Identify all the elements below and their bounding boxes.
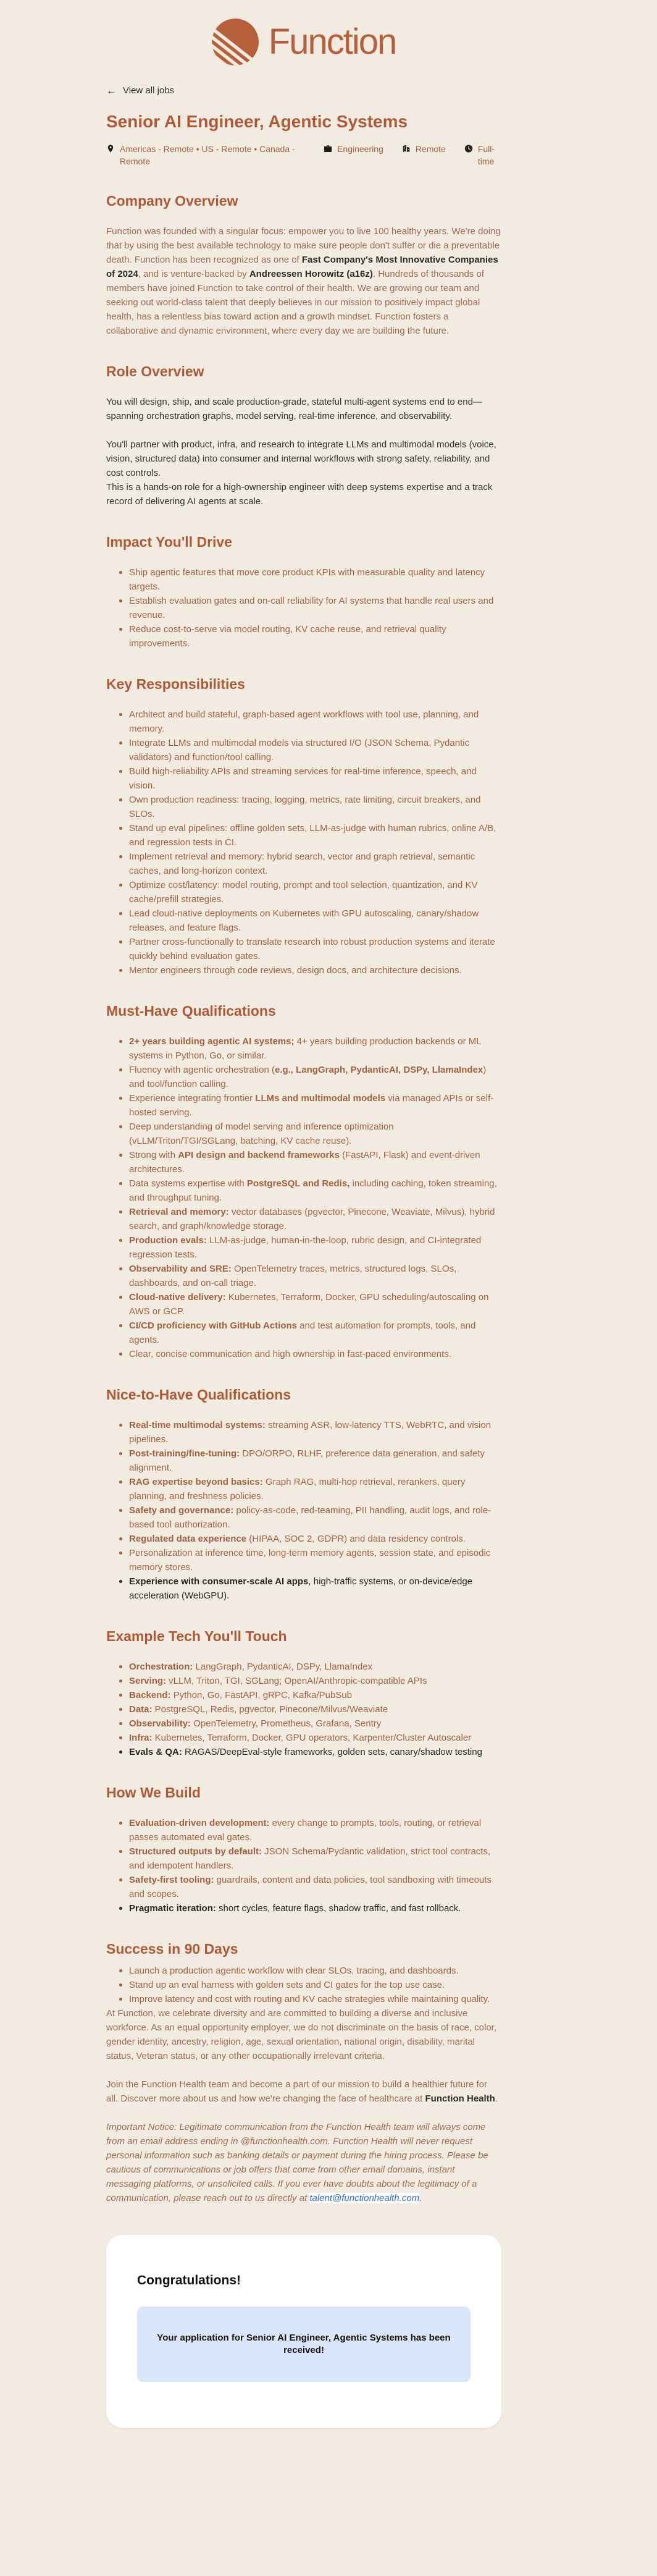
bullet-item bbox=[129, 1290, 501, 1319]
text-segment: via managed APIs or self-hosted serving. bbox=[129, 1093, 494, 1118]
meta-label: Engineering bbox=[337, 144, 383, 154]
company-logo bbox=[106, 0, 501, 68]
text-segment: policy-as-code, red-teaming, PII handling, audit logs, and role-based tool authorization. bbox=[129, 1505, 492, 1530]
bullet-item bbox=[129, 1233, 501, 1262]
bullet-item bbox=[129, 1660, 501, 1674]
text-segment: Post-training/fine-tuning: bbox=[129, 1448, 240, 1459]
bullet-item bbox=[129, 1688, 501, 1702]
bullet-item bbox=[129, 878, 501, 906]
bullet-list bbox=[106, 565, 501, 651]
bullet-item bbox=[129, 1901, 501, 1915]
bullet-item bbox=[129, 935, 501, 963]
text-segment: . Hundreds of thousands of members have joined Function to take control of their health. We are growing our team and seeking out world-class talent that deeply believes in our mission to positively impact global health, has a relentless bias toward action and a growth mindset. Function fosters a collaborative and dynamic environment, where every day we are building the future. bbox=[106, 269, 484, 336]
text-segment: Reduce cost-to-serve via model routing, KV cache reuse, and retrieval quality improvements. bbox=[129, 624, 446, 649]
bullet-item bbox=[129, 1717, 501, 1731]
page-title: Senior AI Engineer, Agentic Systems bbox=[106, 112, 408, 131]
bullet-item bbox=[129, 707, 501, 736]
text-segment: At Function, we celebrate diversity and are committed to building a diverse and inclusive workforce. As an equal opportunity employer, we do not discriminate on the basis of race, color, gender identity, ancestry, religion, age, sexual orientation, national origin, disability, marital status, Veteran status, or any other occupationally irrelevant criteria. bbox=[106, 2008, 497, 2061]
text-segment: Kubernetes, Terraform, Docker, GPU operators, Karpenter/Cluster Autoscaler bbox=[152, 1733, 472, 1743]
text-segment: Integrate LLMs and multimodal models via structured I/O (JSON Schema, Pydantic validators) and function/tool calling. bbox=[129, 738, 470, 762]
text-segment: Deep understanding of model serving and inference optimization (vLLM/Triton/TGI/SGLang, batching, KV cache reuse). bbox=[129, 1121, 394, 1146]
bullet-item bbox=[129, 1745, 501, 1759]
text-segment: Safety and governance: bbox=[129, 1505, 234, 1516]
text-segment: Experience with consumer-scale AI apps bbox=[129, 1576, 309, 1587]
text-segment: Observability and SRE: bbox=[129, 1264, 232, 1274]
text-segment: Backend: bbox=[129, 1690, 171, 1700]
text-segment: API design and backend frameworks bbox=[178, 1150, 340, 1160]
text-segment: Experience integrating frontier bbox=[129, 1093, 256, 1104]
text-segment: streaming ASR, low-latency TTS, WebRTC, and vision pipelines. bbox=[129, 1420, 492, 1445]
paragraph bbox=[106, 2077, 501, 2106]
text-segment: Orchestration: bbox=[129, 1662, 193, 1672]
meta-item-location-pin bbox=[106, 143, 305, 167]
paragraph bbox=[106, 2120, 501, 2205]
bullet-list bbox=[106, 1964, 501, 2006]
text-segment: Regulated data experience bbox=[129, 1534, 247, 1544]
section-heading: Company Overview bbox=[106, 193, 238, 209]
bullet-item bbox=[129, 1148, 501, 1176]
text-segment: every change to prompts, tools, routing, or retrieval passes automated eval gates. bbox=[129, 1818, 482, 1843]
text-segment: (FastAPI, Flask) and event-driven architectures. bbox=[129, 1150, 480, 1175]
bullet-item bbox=[129, 850, 501, 878]
back-link-label: View all jobs bbox=[123, 85, 175, 96]
text-segment: Launch a production agentic workflow with clear SLOs, tracing, and dashboards. bbox=[129, 1966, 459, 1976]
bullet-item bbox=[129, 1347, 501, 1361]
confirmation-card bbox=[106, 2235, 501, 2428]
text-segment: Build high-reliability APIs and streaming services for real-time inference, speech, and vision. bbox=[129, 766, 477, 791]
bullet-item bbox=[129, 594, 501, 622]
text-segment: Structured outputs by default: bbox=[129, 1846, 262, 1857]
text-segment: This is a hands-on role for a high-ownership engineer with deep systems expertise and a track record of delivering AI agents at scale. bbox=[106, 482, 493, 507]
bullet-list bbox=[106, 1660, 501, 1759]
bullet-item bbox=[129, 1964, 501, 1978]
text-segment: Strong with bbox=[129, 1150, 178, 1160]
text-segment: You'll partner with product, infra, and research to integrate LLMs and multimodal models (voice, vision, structured data) into consumer and internal workflows with strong safety, reliability, and cost controls. bbox=[106, 439, 496, 478]
text-segment: Observability: bbox=[129, 1718, 191, 1729]
text-segment: , and is venture-backed by bbox=[138, 269, 249, 279]
email-link[interactable]: talent@functionhealth.com bbox=[309, 2193, 420, 2203]
bullet-item bbox=[129, 1091, 501, 1120]
text-segment: LLMs and multimodal models bbox=[255, 1093, 386, 1104]
section-key-responsibilities bbox=[106, 675, 501, 978]
bullet-item bbox=[129, 963, 501, 978]
text-segment: Serving: bbox=[129, 1676, 167, 1686]
text-segment: Infra: bbox=[129, 1733, 153, 1743]
text-segment: Optimize cost/latency: model routing, prompt and tool selection, quantization, and KV cache/prefill strategies. bbox=[129, 880, 478, 905]
text-segment: including caching, token streaming, and throughput tuning. bbox=[129, 1178, 497, 1203]
text-segment: Own production readiness: tracing, logging, metrics, rate limiting, circuit breakers, and SLOs. bbox=[129, 795, 481, 819]
bullet-item bbox=[129, 1731, 501, 1745]
bullet-item bbox=[129, 1978, 501, 1992]
text-segment: Fast Company's Most Innovative Companies of 2024 bbox=[106, 255, 498, 279]
text-segment: Clear, concise communication and high ownership in fast-paced environments. bbox=[129, 1349, 451, 1359]
bullet-item bbox=[129, 1992, 501, 2006]
bullet-item bbox=[129, 736, 501, 764]
location-pin-icon bbox=[106, 143, 115, 153]
text-segment: Important Notice: Legitimate communication from the Function Health team will always come from an email address ending in @functionhealth.com. Function Health will never request personal information such as banking details or payment during the hiring process. Please be cautious of communications or job offers that come from other email domains, instant messaging platforms, or unsolicited calls. If you ever have doubts about the legitimacy of a communication, please reach out to us directly at bbox=[106, 2122, 488, 2203]
bullet-item bbox=[129, 1176, 501, 1205]
bullet-item bbox=[129, 1702, 501, 1717]
text-segment: Partner cross-functionally to translate research into robust production systems and iterate quickly behind evaluation gates. bbox=[129, 937, 495, 961]
text-segment: Production evals: bbox=[129, 1235, 207, 1246]
text-segment: LangGraph, PydanticAI, DSPy, LlamaIndex bbox=[193, 1662, 373, 1672]
section-heading: Must-Have Qualifications bbox=[106, 1003, 276, 1019]
text-segment: Establish evaluation gates and on-call reliability for AI systems that handle real users and revenue. bbox=[129, 596, 494, 620]
meta-item-briefcase bbox=[324, 143, 383, 155]
text-segment: Evaluation-driven development: bbox=[129, 1818, 270, 1828]
function-logo-icon bbox=[212, 19, 259, 65]
meta-label: Remote bbox=[415, 144, 446, 154]
bullet-item bbox=[129, 1120, 501, 1148]
bullet-list bbox=[106, 707, 501, 978]
back-arrow-icon: ← bbox=[106, 85, 117, 96]
text-segment: Improve latency and cost with routing and KV cache strategies while maintaining quality. bbox=[129, 1994, 490, 2004]
text-segment: (HIPAA, SOC 2, GDPR) and data residency controls. bbox=[246, 1534, 466, 1544]
text-segment: Stand up an eval harness with golden sets and CI gates for the top use case. bbox=[129, 1980, 445, 1990]
meta-item-building bbox=[402, 143, 446, 155]
text-segment: CI/CD proficiency with GitHub Actions bbox=[129, 1320, 297, 1331]
bullet-item bbox=[129, 1503, 501, 1532]
text-segment: guardrails, content and data policies, tool sandboxing with timeouts and scopes. bbox=[129, 1875, 492, 1899]
text-segment: 2+ years building agentic AI systems; bbox=[129, 1036, 295, 1047]
paragraph bbox=[106, 224, 501, 338]
section-how-we-build bbox=[106, 1784, 501, 1915]
bullet-item bbox=[129, 565, 501, 594]
section-closing bbox=[106, 2006, 501, 2205]
text-segment: Real-time multimodal systems: bbox=[129, 1420, 266, 1430]
section-heading: How We Build bbox=[106, 1784, 201, 1801]
text-segment: PostgreSQL and Redis, bbox=[246, 1178, 350, 1189]
bullet-item bbox=[129, 1674, 501, 1688]
text-segment: DPO/ORPO, RLHF, preference data generation, and safety alignment. bbox=[129, 1448, 485, 1473]
text-segment: 4+ years building production backends or ML systems in Python, Go, or similar. bbox=[129, 1036, 482, 1061]
section-success-90-days bbox=[106, 1940, 501, 2006]
text-segment: Mentor engineers through code reviews, design docs, and architecture decisions. bbox=[129, 965, 462, 976]
text-segment: Cloud-native delivery: bbox=[129, 1292, 226, 1303]
bullet-list bbox=[106, 1418, 501, 1603]
paragraph bbox=[106, 480, 501, 509]
text-segment: Evals & QA: bbox=[129, 1747, 182, 1757]
bullet-item bbox=[129, 1844, 501, 1873]
bullet-item bbox=[129, 764, 501, 793]
bullet-item bbox=[129, 821, 501, 850]
bullet-item bbox=[129, 1034, 501, 1063]
view-all-jobs-link[interactable] bbox=[106, 85, 174, 96]
text-segment: vLLM, Triton, TGI, SGLang; OpenAI/Anthropic-compatible APIs bbox=[166, 1676, 427, 1686]
text-segment: vector databases (pgvector, Pinecone, Weaviate, Milvus), hybrid search, and graph/knowledge storage. bbox=[129, 1207, 495, 1231]
bullet-item bbox=[129, 1532, 501, 1546]
bullet-item bbox=[129, 1205, 501, 1233]
text-segment: PostgreSQL, Redis, pgvector, Pinecone/Milvus/Weaviate bbox=[152, 1704, 388, 1715]
section-must-have bbox=[106, 1002, 501, 1361]
text-segment: e.g., LangGraph, PydanticAI, DSPy, LlamaIndex bbox=[274, 1065, 483, 1075]
section-role-overview bbox=[106, 363, 501, 509]
meta-label: Full-time bbox=[477, 144, 495, 166]
bullet-item bbox=[129, 622, 501, 651]
text-segment: Data systems expertise with bbox=[129, 1178, 247, 1189]
text-segment: Stand up eval pipelines: offline golden sets, LLM-as-judge with human rubrics, online A/B, and regression tests in CI. bbox=[129, 823, 496, 848]
text-segment: Function was founded with a singular focus: empower you to live 100 healthy years. We're doing that by using the best available technology to make sure people don't suffer or die a preventable death. Function has been recognized as one of bbox=[106, 226, 501, 265]
job-meta-row bbox=[106, 143, 501, 167]
text-segment: Data: bbox=[129, 1704, 153, 1715]
text-segment: Kubernetes, Terraform, Docker, GPU scheduling/autoscaling on AWS or GCP. bbox=[129, 1292, 489, 1317]
text-segment: RAGAS/DeepEval-style frameworks, golden sets, canary/shadow testing bbox=[182, 1747, 482, 1757]
clock-icon bbox=[464, 143, 473, 153]
bullet-item bbox=[129, 793, 501, 821]
section-heading: Example Tech You'll Touch bbox=[106, 1628, 287, 1644]
text-segment: Join the Function Health team and become a part of our mission to build a healthier future for all. Discover more about us and how we're changing the face of healthcare at bbox=[106, 2079, 488, 2104]
bullet-item bbox=[129, 1418, 501, 1446]
bullet-item bbox=[129, 1446, 501, 1475]
building-icon bbox=[402, 143, 411, 153]
text-segment: You will design, ship, and scale production-grade, stateful multi-agent systems end to end—spanning orchestration graphs, model serving, real-time inference, and observability. bbox=[106, 397, 482, 421]
paragraph bbox=[106, 437, 501, 480]
bullet-list bbox=[106, 1034, 501, 1361]
paragraph bbox=[106, 395, 501, 423]
text-segment: . bbox=[495, 2093, 498, 2104]
paragraph bbox=[106, 2006, 501, 2063]
meta-label: Americas - Remote • US - Remote • Canada - Remote bbox=[120, 144, 295, 166]
section-heading: Success in 90 Days bbox=[106, 1941, 238, 1957]
logo-wordmark: Function bbox=[268, 22, 396, 62]
meta-item-clock bbox=[464, 143, 501, 167]
application-received-banner: Your application for Senior AI Engineer, Agentic Systems has been received! bbox=[137, 2307, 471, 2382]
section-heading: Key Responsibilities bbox=[106, 676, 245, 692]
bullet-item bbox=[129, 1574, 501, 1603]
text-segment: Pragmatic iteration: bbox=[129, 1903, 216, 1914]
text-segment: and test automation for prompts, tools, and agents. bbox=[129, 1320, 476, 1345]
section-impact bbox=[106, 533, 501, 651]
text-segment: ) and tool/function calling. bbox=[129, 1065, 487, 1089]
section-nice-to-have bbox=[106, 1386, 501, 1603]
text-segment: . bbox=[419, 2193, 422, 2203]
text-segment: Ship agentic features that move core product KPIs with measurable quality and latency targets. bbox=[129, 567, 485, 592]
text-segment: Retrieval and memory: bbox=[129, 1207, 229, 1217]
job-description bbox=[106, 192, 501, 2205]
bullet-item bbox=[129, 1319, 501, 1347]
text-segment: OpenTelemetry traces, metrics, structured logs, SLOs, dashboards, and on-call triage. bbox=[129, 1264, 457, 1288]
section-example-tech bbox=[106, 1628, 501, 1759]
confirmation-title: Congratulations! bbox=[137, 2273, 241, 2287]
text-segment: LLM-as-judge, human-in-the-loop, rubric design, and CI-integrated regression tests. bbox=[129, 1235, 482, 1260]
section-heading: Role Overview bbox=[106, 363, 204, 379]
text-segment: Architect and build stateful, graph-based agent workflows with tool use, planning, and memory. bbox=[129, 709, 479, 734]
text-segment: RAG expertise beyond basics: bbox=[129, 1477, 263, 1487]
text-segment: , high-traffic systems, or on-device/edge acceleration (WebGPU). bbox=[129, 1576, 473, 1601]
text-segment: Graph RAG, multi-hop retrieval, rerankers, query planning, and freshness policies. bbox=[129, 1477, 466, 1501]
bullet-list bbox=[106, 1816, 501, 1915]
bullet-item bbox=[129, 1262, 501, 1290]
section-company-overview bbox=[106, 192, 501, 338]
bullet-item bbox=[129, 1063, 501, 1091]
briefcase-icon bbox=[324, 143, 332, 153]
bullet-item bbox=[129, 1873, 501, 1901]
text-segment: Lead cloud-native deployments on Kubernetes with GPU autoscaling, canary/shadow releases, and feature flags. bbox=[129, 908, 479, 933]
text-segment: Personalization at inference time, long-term memory agents, session state, and episodic memory stores. bbox=[129, 1548, 491, 1573]
bullet-item bbox=[129, 1546, 501, 1574]
bullet-item bbox=[129, 1816, 501, 1844]
text-segment: OpenTelemetry, Prometheus, Grafana, Sentry bbox=[191, 1718, 382, 1729]
text-segment: short cycles, feature flags, shadow traffic, and fast rollback. bbox=[216, 1903, 461, 1914]
text-segment: Safety-first tooling: bbox=[129, 1875, 214, 1885]
section-heading: Impact You'll Drive bbox=[106, 534, 233, 550]
text-segment: Fluency with agentic orchestration ( bbox=[129, 1065, 275, 1075]
text-segment: JSON Schema/Pydantic validation, strict tool contracts, and idempotent handlers. bbox=[129, 1846, 491, 1871]
text-segment: Implement retrieval and memory: hybrid search, vector and graph retrieval, semantic caches, and long-horizon context. bbox=[129, 851, 475, 876]
text-segment: Python, Go, FastAPI, gRPC, Kafka/PubSub bbox=[170, 1690, 353, 1700]
bullet-item bbox=[129, 1475, 501, 1503]
text-segment: Andreessen Horowitz (a16z) bbox=[249, 269, 373, 279]
section-heading: Nice-to-Have Qualifications bbox=[106, 1387, 291, 1403]
text-segment: Function Health bbox=[425, 2093, 495, 2104]
bullet-item bbox=[129, 906, 501, 935]
